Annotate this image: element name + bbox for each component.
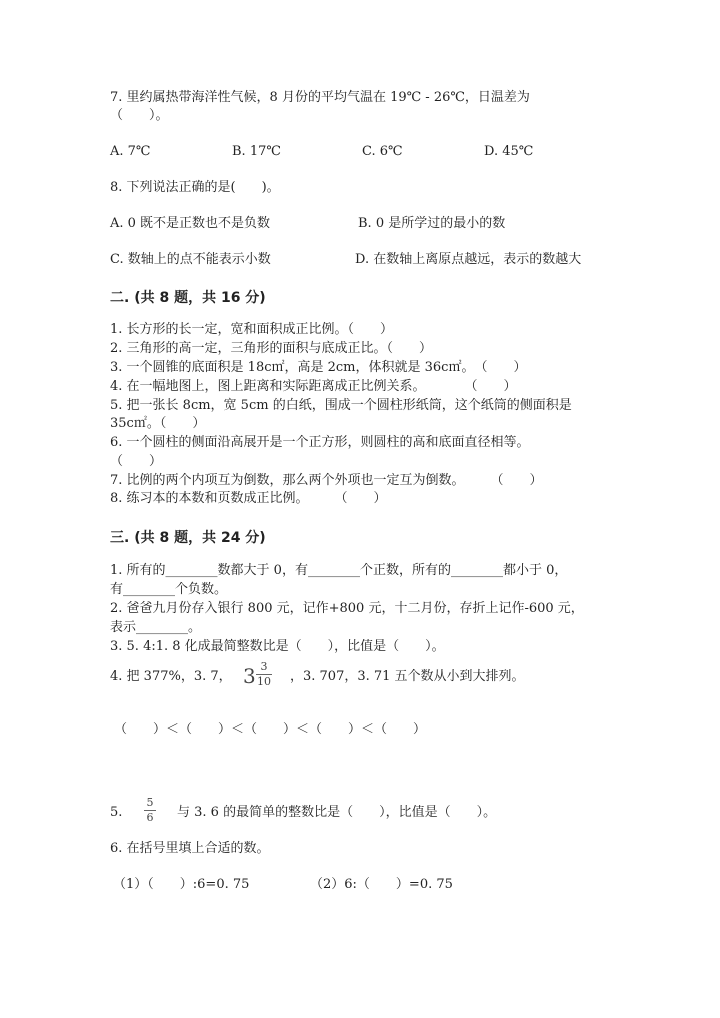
q8-option-b: B. 0 是所学过的最小的数 <box>358 216 506 231</box>
s3-q1-line2: 有________个负数。 <box>110 582 228 597</box>
s3-q6-part2: （2）6:（ ）=0. 75 <box>310 877 453 892</box>
q7-option-b: B. 17℃ <box>232 144 281 159</box>
s3-q6-part1: （1）（ ）:6=0. 75 <box>113 877 250 892</box>
q5-fraction <box>144 797 156 824</box>
s2-line: 7. 比例的两个内项互为倒数，那么两个外项也一定互为倒数。 （ ） <box>110 473 543 488</box>
s2-line: （ ） <box>110 454 163 469</box>
q7-option-a: A. 7℃ <box>110 144 151 159</box>
s3-q4-answer-line: （ ）＜（ ）＜（ ）＜（ ）＜（ ） <box>114 722 427 737</box>
q8-stem: 8. 下列说法正确的是( )。 <box>110 180 280 195</box>
q7-option-d: D. 45℃ <box>484 144 534 159</box>
q7-stem-line1: 7. 里约属热带海洋性气候，8 月份的平均气温在 19℃ - 26℃，日温差为 <box>110 90 530 105</box>
s2-line: 1. 长方形的长一定，宽和面积成正比例。（ ） <box>110 322 394 337</box>
q8-option-c: C. 数轴上的点不能表示小数 <box>110 252 271 267</box>
q4-fraction-denominator: 10 <box>257 675 271 688</box>
s3-q2-line2: 表示________。 <box>110 620 202 635</box>
s3-q1-line1: 1. 所有的________数都大于 0，有________个正数，所有的________都小于 0， <box>110 563 568 578</box>
q4-mixed-whole: 3 <box>243 664 256 688</box>
s2-line: 2. 三角形的高一定，三角形的面积与底成正比。（ ） <box>110 341 433 356</box>
q4-mixed-fraction <box>256 661 272 688</box>
s2-line: 8. 练习本的本数和页数成正比例。 （ ） <box>110 491 387 506</box>
s3-q5-text: 与 3. 6 的最简单的整数比是（ ），比值是（ ）。 <box>177 805 497 820</box>
section2-heading: 二. (共 8 题，共 16 分) <box>110 290 266 306</box>
q5-fraction-numerator: 5 <box>146 796 154 809</box>
q8-option-a: A. 0 既不是正数也不是负数 <box>110 216 271 231</box>
s3-q4-prefix: 4. 把 377%，3. 7， <box>110 669 232 684</box>
q4-fraction-numerator: 3 <box>260 660 268 673</box>
s3-q6-stem: 6. 在括号里填上合适的数。 <box>110 841 270 856</box>
s2-line: 4. 在一幅地图上，图上距离和实际距离成正比例关系。 （ ） <box>110 379 517 394</box>
q7-option-c: C. 6℃ <box>362 144 403 159</box>
q5-fraction-denominator: 6 <box>146 811 154 824</box>
section3-heading: 三. (共 8 题，共 24 分) <box>110 530 266 546</box>
s3-q4-suffix: ，3. 707，3. 71 五个数从小到大排列。 <box>290 669 525 684</box>
s3-q5-label: 5. <box>110 805 123 820</box>
s2-line: 5. 把一张长 8cm，宽 5cm 的白纸，围成一个圆柱形纸筒，这个纸筒的侧面积是 <box>110 398 572 413</box>
q8-option-d: D. 在数轴上离原点越远，表示的数越大 <box>355 252 582 267</box>
s2-line: 6. 一个圆柱的侧面沿高展开是一个正方形，则圆柱的高和底面直径相等。 <box>110 435 530 450</box>
s2-line: 35c㎡。（ ） <box>110 416 206 431</box>
s3-q3: 3. 5. 4:1. 8 化成最简整数比是（ ），比值是（ ）。 <box>110 639 445 654</box>
s2-line: 3. 一个圆锥的底面积是 18c㎡，高是 2cm，体积就是 36c㎡。 （ ） <box>110 360 527 375</box>
s3-q2-line1: 2. 爸爸九月份存入银行 800 元，记作+800 元，十二月份，存折上记作-600 元， <box>110 601 584 616</box>
q7-stem-line2: （ ）。 <box>110 108 169 123</box>
